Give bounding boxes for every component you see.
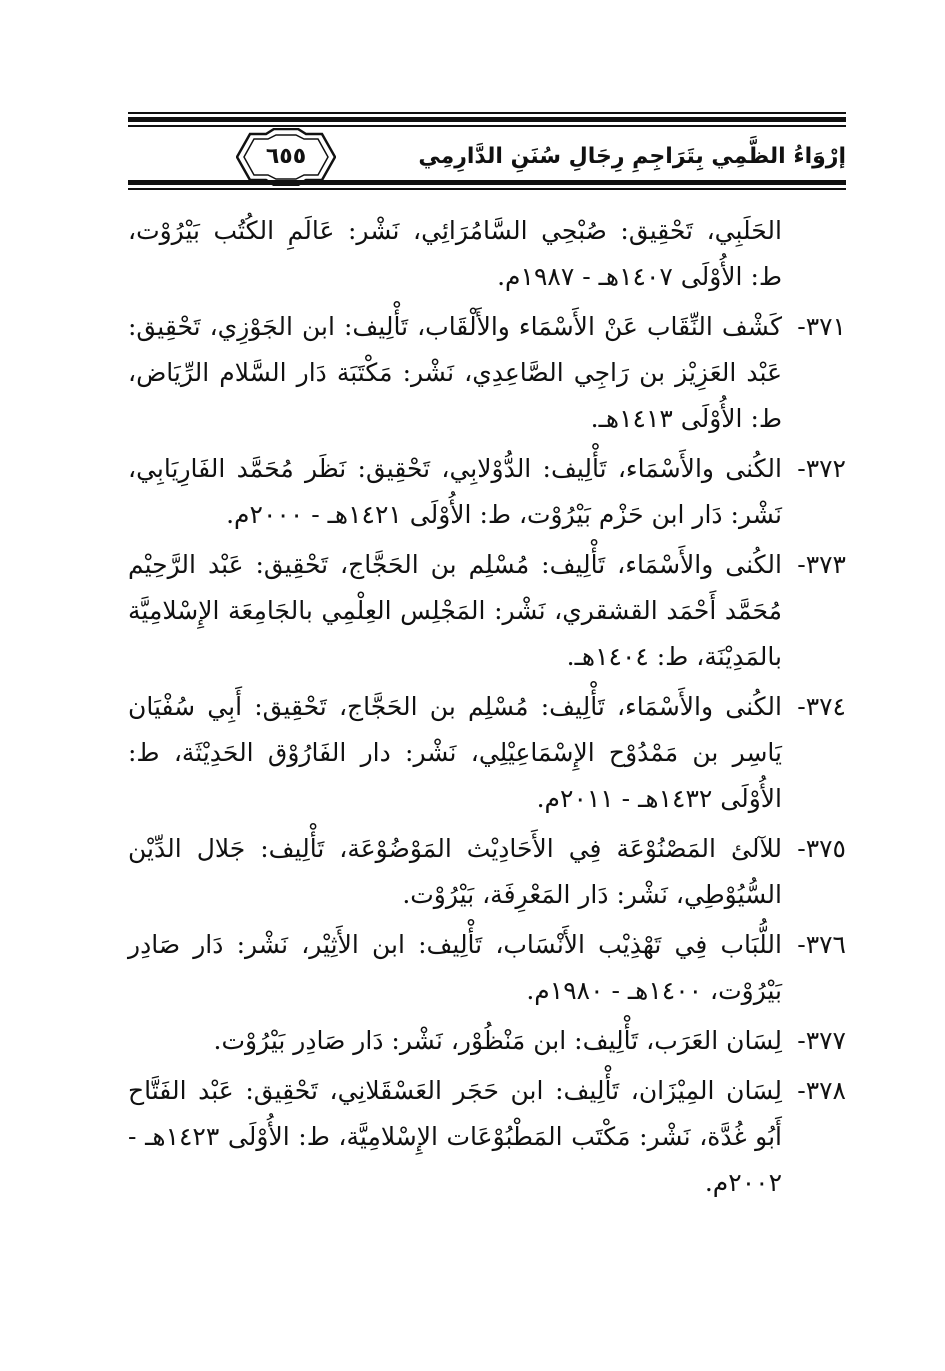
page-number-badge bbox=[236, 128, 336, 186]
header-bottom-rule-thick bbox=[128, 180, 846, 185]
page-number: ٦٥٥ bbox=[265, 144, 307, 169]
running-title: إرْوَاءُ الظَّمِي بِتَرَاجِمِ رِجَالِ سُنَنِ الدَّارِمِي bbox=[418, 144, 846, 169]
entry-number: ٣٧٨- bbox=[797, 1076, 846, 1105]
entry-number: ٣٧٤- bbox=[797, 692, 846, 721]
entry-text: اللُّبَاب فِي تَهْذِيْب الأَنْسَاب، تَأْلِيف: ابن الأَثِيْر، نَشْر: دَار صَادِر بَيْرُوْت، ١٤٠٠هـ - ١٩٨٠م. bbox=[128, 930, 782, 1005]
list-item bbox=[128, 1068, 846, 1206]
entry-number: ٣٧١- bbox=[797, 312, 846, 341]
entry-number: ٣٧٢- bbox=[797, 454, 846, 483]
entry-number: ٣٧٧- bbox=[797, 1026, 846, 1055]
entry-text: الكُنى والأَسْمَاء، تَأْلِيف: مُسْلِم بن الحَجَّاج، تَحْقِيق: عَبْد الرَّحِيْم مُحَمَّد أَحْمَد القشقري، نَشْر: المَجْلِس العِلْمِي بالجَامِعَة الإِسْلامِيَّة بالمَدِيْنَة، ط: ١٤٠٤هـ. bbox=[128, 550, 782, 671]
list-item bbox=[128, 684, 846, 822]
entry-number: ٣٧٥- bbox=[797, 834, 846, 863]
page-header bbox=[128, 112, 846, 202]
bibliography-list bbox=[128, 208, 846, 1210]
list-item bbox=[128, 1018, 846, 1064]
list-item bbox=[128, 826, 846, 918]
entry-text: للآلئ المَصْنُوْعَة فِي الأَحَادِيْث المَوْضُوْعَة، تَأْلِيف: جَلال الدِّيْن السُّيُوْطِي، نَشْر: دَار المَعْرِفَة، بَيْرُوْت. bbox=[128, 834, 782, 909]
list-item bbox=[128, 304, 846, 442]
list-item bbox=[128, 446, 846, 538]
continued-entry: الحَلَبِي، تَحْقِيق: صُبْحِي السَّامُرَائِي، نَشْر: عَالَمِ الكُتُب بَيْرُوْت، ط: الأُوْلَى ١٤٠٧هـ - ١٩٨٧م. bbox=[128, 216, 782, 291]
entry-text: كَشْف النِّقَاب عَنْ الأَسْمَاء والأَلْقَاب، تَأْلِيف: ابن الجَوْزِي، تَحْقِيق: عَبْد العَزِيْز بن رَاجِي الصَّاعِدِي، نَشْر: مَكْتَبَة دَار السَّلام الرِّيَاض، ط: الأُوْلَى ١٤١٣هـ. bbox=[128, 312, 782, 433]
entry-text: الكُنى والأَسْمَاء، تَأْلِيف: مُسْلِم بن الحَجَّاج، تَحْقِيق: أَبِي سُفْيَان يَاسِر بن مَمْدُوْح الإِسْمَاعِيْلِي، نَشْر: دار الفَارُوْق الحَدِيْثَة، ط: الأُوْلَى ١٤٣٢هـ - ٢٠١١م. bbox=[128, 692, 782, 813]
header-top-rule-thick bbox=[128, 117, 846, 122]
entry-text: لِسَان العَرَب، تَأْلِيف: ابن مَنْظُوْر، نَشْر: دَار صَادِر بَيْرُوْت. bbox=[213, 1026, 782, 1055]
list-item bbox=[128, 542, 846, 680]
entry-text: الكُنى والأَسْمَاء، تَأْلِيف: الدُّوْلابِي، تَحْقِيق: نَظَر مُحَمَّد الفَارِيَابِي، نَشْر: دَار ابن حَزْم بَيْرُوْت، ط: الأُوْلَى ١٤٢١هـ - ٢٠٠٠م. bbox=[128, 454, 782, 529]
entry-text: لِسَان المِيْزَان، تَأْلِيف: ابن حَجَر العَسْقَلانِي، تَحْقِيق: عَبْد الفَتَّاح أَبُو غُدَّة، نَشْر: مَكْتَب المَطْبُوْعَات الإِسْلامِيَّة، ط: الأُوْلَى ١٤٢٣هـ - ٢٠٠٢م. bbox=[128, 1076, 782, 1197]
header-top-rule-thin bbox=[128, 112, 846, 114]
header-bottom-rule-thin bbox=[128, 188, 846, 190]
header-top-rule-thin-2 bbox=[128, 125, 846, 127]
list-item bbox=[128, 922, 846, 1014]
entry-number: ٣٧٣- bbox=[797, 550, 846, 579]
entry-number: ٣٧٦- bbox=[797, 930, 846, 959]
